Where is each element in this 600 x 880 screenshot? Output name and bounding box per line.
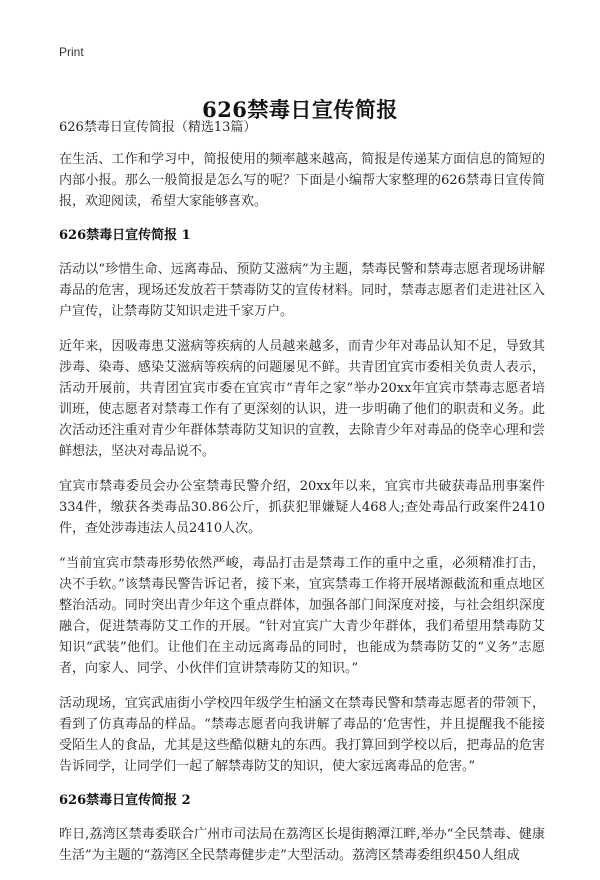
section-heading-2: 626禁毒日宣传简报 2 bbox=[59, 793, 191, 808]
article-subtitle: 626禁毒日宣传简报（精选13篇） bbox=[59, 120, 257, 135]
print-link[interactable]: Print bbox=[59, 45, 84, 59]
intro-paragraph: 在生活、工作和学习中，简报使用的频率越来越高，简报是传递某方面信息的简短的内部小报。那么一般简报是怎么写的呢？下面是小编帮大家整理的626禁毒日宣传简报，欢迎阅读，希望大家能够喜欢。 bbox=[59, 152, 545, 209]
section-1-paragraph-5: 活动现场，宜宾武庙街小学校四年级学生柏涵文在禁毒民警和禁毒志愿者的带领下，看到了仿真毒品的样品。“禁毒志愿者向我讲解了毒品的‘危害性，并且提醒我不能接受陌生人的食品，尤其是这些酷似糖丸的东西。我打算回到学校以后，把毒品的危害告诉同学，让同学们一起了解禁毒防艾的知识，使大家远离毒品的危害。” bbox=[59, 696, 545, 774]
section-1-paragraph-2: 近年来，因吸毒患艾滋病等疾病的人员越来越多，而青少年对毒品认知不足，导致其涉毒、染毒、感染艾滋病等疾病的问题屡见不鲜。共青团宜宾市委相关负责人表示，活动开展前，共青团宜宾市委在宜宾市“青年之家”举办20xx年宜宾市禁毒志愿者培训班，使志愿者对禁毒工作有了更深刻的认识，进一步明确了他们的职责和义务。此次活动还注重对青少年群体禁毒防艾知识的宣教，去除青少年对毒品的侥幸心理和尝鲜想法，坚决对毒品说不。 bbox=[59, 339, 545, 459]
page-title: 626禁毒日宣传简报 bbox=[202, 97, 398, 123]
section-1-paragraph-4: “当前宜宾市禁毒形势依然严峻，毒品打击是禁毒工作的重中之重，必须精准打击，决不手软。”该禁毒民警告诉记者，接下来，宜宾禁毒工作将开展堵源截流和重点地区整治活动。同时突出青少年这个重点群体，加强各部门间深度对接，与社会组织深度融合，促进禁毒防艾工作的开展。“针对宜宾广大青少年群体，我们希望用禁毒防艾知识“武装”他们。让他们在主动远离毒品的同时，也能成为禁毒防艾的“义务”志愿者，向家人、同学、小伙伴们宣讲禁毒防艾的知识。” bbox=[59, 556, 545, 676]
section-heading-1: 626禁毒日宣传简报 1 bbox=[59, 228, 191, 243]
section-1-paragraph-1: 活动以“珍惜生命、远离毒品、预防艾滋病”为主题，禁毒民警和禁毒志愿者现场讲解毒品的危害，现场还发放若干禁毒防艾的宣传材料。同时，禁毒志愿者们走进社区入户宣传，让禁毒防艾知识走进千家万户。 bbox=[59, 262, 545, 319]
section-1-paragraph-3: 宜宾市禁毒委员会办公室禁毒民警介绍，20xx年以来，宜宾市共破获毒品刑事案件334件，缴获各类毒品30.86公斤，抓获犯罪嫌疑人468人;查处毒品行政案件2410件，查处涉毒违法人员2410人次。 bbox=[59, 479, 545, 536]
article-body bbox=[59, 118, 545, 880]
section-2-paragraph-1: 昨日,荔湾区禁毒委联合广州市司法局在荔湾区长堤街鹅潭江畔,举办“全民禁毒、健康生活”为主题的“荔湾区全民禁毒健步走”大型活动。荔湾区禁毒委组织450人组成 bbox=[59, 827, 545, 863]
